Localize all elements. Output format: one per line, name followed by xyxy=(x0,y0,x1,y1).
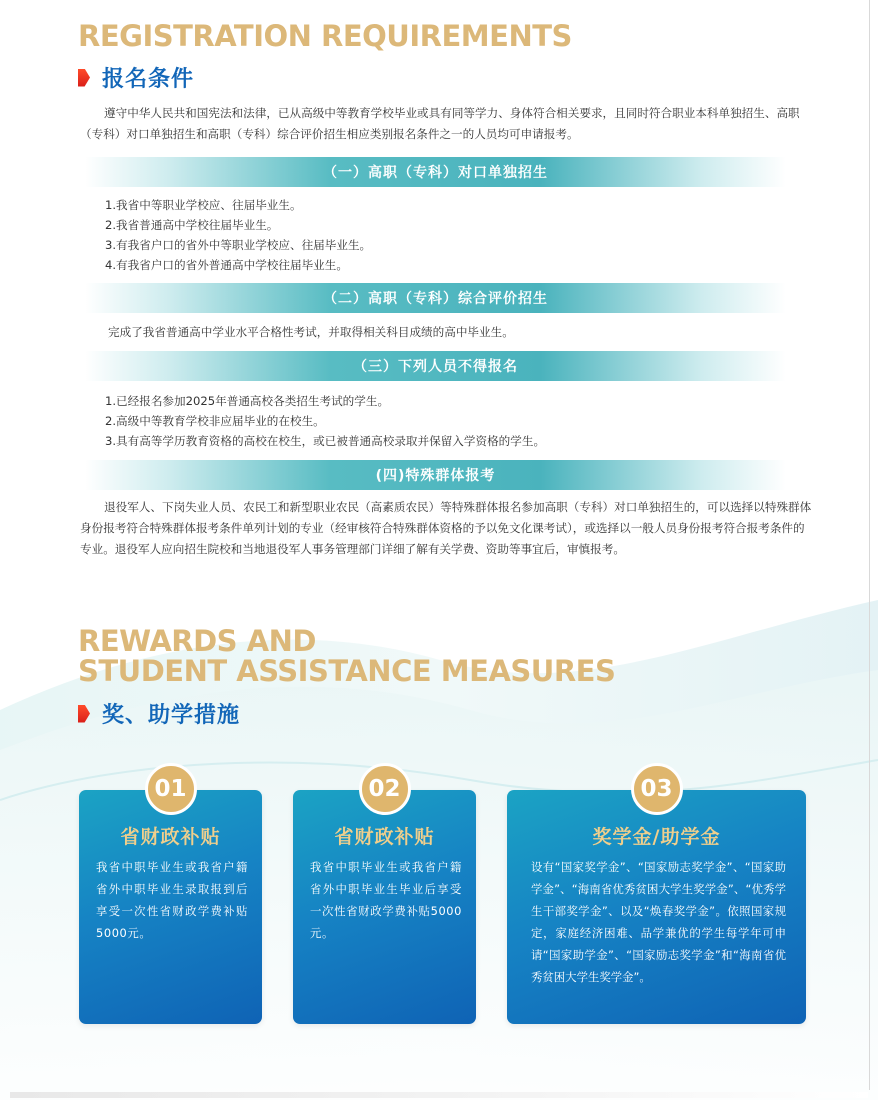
list-item: 2.我省普通高中学校往届毕业生。 xyxy=(105,218,279,232)
rewards-chinese-title: 奖、助学措施 xyxy=(102,703,241,728)
section-3-title: （三）下列人员不得报名 xyxy=(353,359,518,375)
reward-card-3 xyxy=(507,776,806,1024)
reward-card-1 xyxy=(79,776,262,1024)
card-number-badge: 03 xyxy=(631,763,683,815)
section-band-1 xyxy=(85,157,786,187)
card-title: 省财政补贴 xyxy=(120,826,221,848)
list-item: 1.我省中等职业学校应、往届毕业生。 xyxy=(105,198,302,212)
registration-intro: 遵守中华人民共和国宪法和法律，已从高级中等教育学校毕业或具有同等学力、身体符合相关要求，且同时符合职业本科单独招生、高职（专科）对口单独招生和高职（专科）综合评价招生相应类别报名条件之一的人员均可申请报考。 xyxy=(80,106,800,141)
rewards-english-title xyxy=(78,626,615,686)
section-band-3 xyxy=(85,351,786,381)
section-2-text: 完成了我省普通高中学业水平合格性考试，并取得相关科目成绩的高中毕业生。 xyxy=(108,325,514,339)
section-4-title: (四)特殊群体报考 xyxy=(375,468,496,484)
heading-marker-icon xyxy=(78,705,90,723)
list-item: 1.已经报名参加2025年普通高校各类招生考试的学生。 xyxy=(105,394,390,408)
section-band-2 xyxy=(85,283,786,313)
rewards-english-title-line1: REWARDS AND xyxy=(78,624,316,658)
card-text: 我省中职毕业生或我省户籍省外中职毕业生毕业后享受一次性省财政学费补贴5000元。 xyxy=(310,860,462,940)
list-item: 3.具有高等学历教育资格的高校在校生，或已被普通高校录取并保留入学资格的学生。 xyxy=(105,434,546,448)
registration-chinese-heading xyxy=(78,62,194,93)
page-bottom-edge xyxy=(10,1092,868,1098)
card-title: 省财政补贴 xyxy=(334,826,435,848)
card-text: 设有“国家奖学金”、“国家励志奖学金”、“国家助学金”、“海南省优秀贫困大学生奖学金”、“优秀学生干部奖学金”、以及“焕春奖学金”。依照国家规定，家庭经济困难、品学兼优的学生每学年可申请“国家助学金”、“国家励志奖学金”和“海南省优秀贫困大学生奖学金”。 xyxy=(531,860,786,984)
section-band-4 xyxy=(85,460,786,490)
card-title: 奖学金/助学金 xyxy=(592,826,721,848)
page-right-edge xyxy=(869,0,870,1090)
section-1-title: （一）高职（专科）对口单独招生 xyxy=(323,165,548,181)
card-number-badge: 01 xyxy=(145,763,197,815)
registration-english-title: REGISTRATION REQUIREMENTS xyxy=(78,19,572,53)
rewards-english-title-line2: STUDENT ASSISTANCE MEASURES xyxy=(78,654,616,688)
section-4-text: 退役军人、下岗失业人员、农民工和新型职业农民（高素质农民）等特殊群体报名参加高职（专科）对口单独招生的，可以选择以特殊群体身份报考符合特殊群体报考条件单列计划的专业（经审核符合特殊群体资格的予以免文化课考试），或选择以一般人员身份报考符合报考条件的专业。退役军人应向招生院校和当地退役军人事务管理部门详细了解有关学费、资助等事宜后，审慎报考。 xyxy=(80,500,812,556)
reward-card-2 xyxy=(293,776,476,1024)
list-item: 3.有我省户口的省外中等职业学校应、往届毕业生。 xyxy=(105,238,372,252)
section-2-title: （二）高职（专科）综合评价招生 xyxy=(323,291,548,307)
list-item: 2.高级中等教育学校非应届毕业的在校生。 xyxy=(105,414,325,428)
card-number-badge: 02 xyxy=(359,763,411,815)
registration-chinese-title: 报名条件 xyxy=(102,67,195,92)
section-3-list xyxy=(105,391,545,451)
rewards-chinese-heading xyxy=(78,698,240,729)
heading-marker-icon xyxy=(78,69,90,87)
section-1-list xyxy=(105,195,371,275)
list-item: 4.有我省户口的省外普通高中学校往届毕业生。 xyxy=(105,258,348,272)
card-text: 我省中职毕业生或我省户籍省外中职毕业生录取报到后享受一次性省财政学费补贴5000元。 xyxy=(96,860,248,940)
